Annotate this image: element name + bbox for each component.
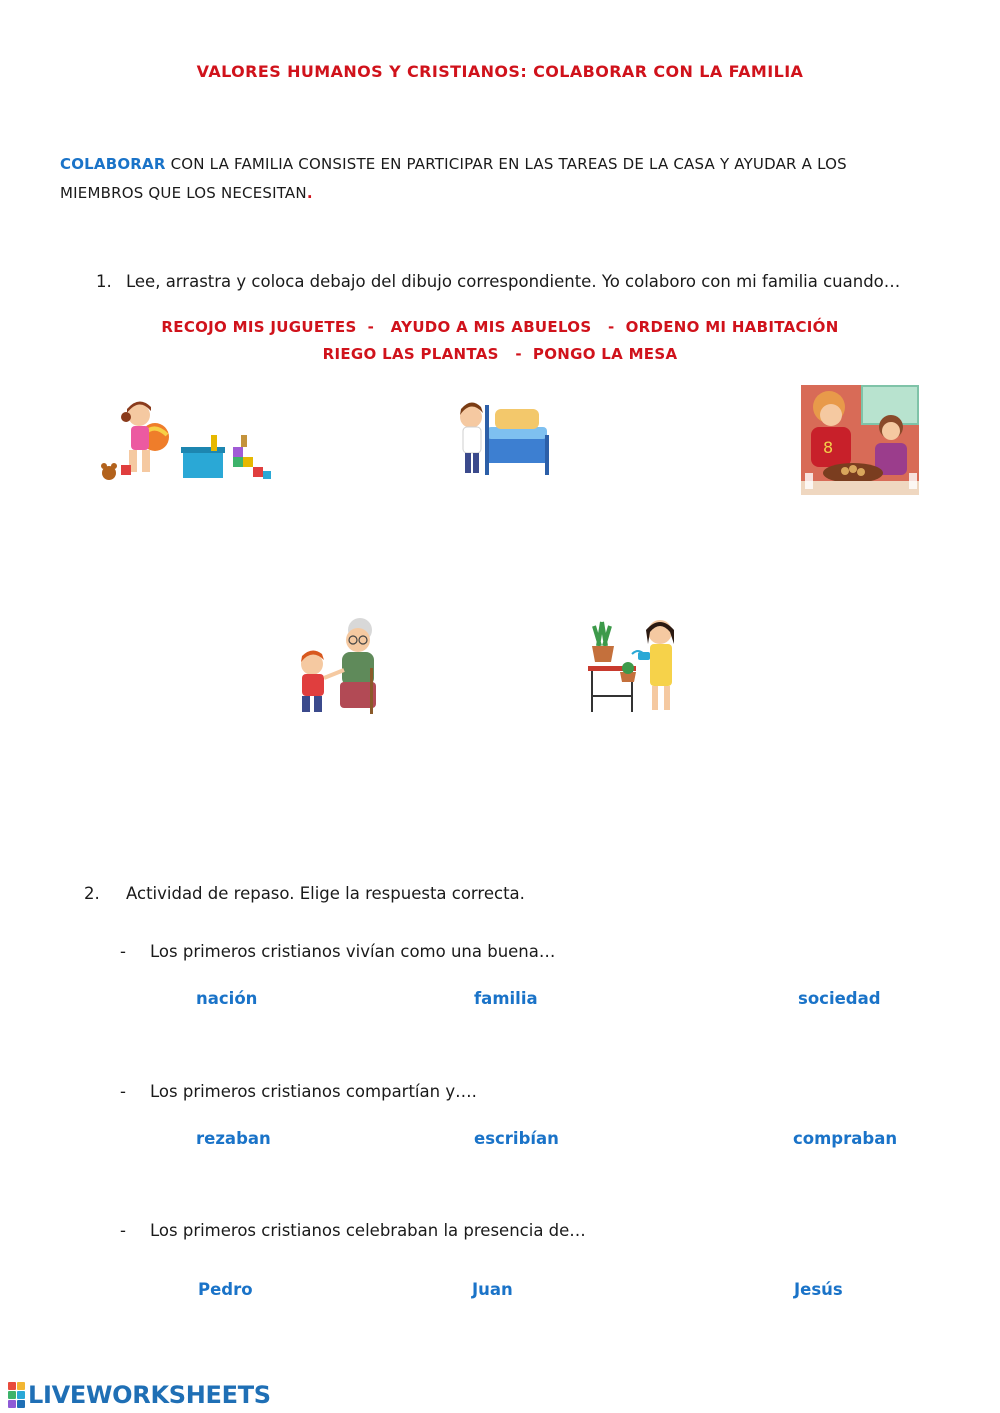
answer-option[interactable]: familia [474,989,538,1008]
answer-option[interactable]: compraban [793,1129,898,1148]
activity-2-number: 2. [84,884,100,903]
drag-options-line-1[interactable]: RECOJO MIS JUGUETES - AYUDO A MIS ABUELOS - ORDENO MI HABITACIÓN [161,318,839,336]
answer-option[interactable]: rezaban [196,1129,271,1148]
intro-end: . [306,184,313,202]
answer-option[interactable]: escribían [474,1129,559,1148]
activity-1-instruction [96,272,900,291]
answer-option[interactable]: nación [196,989,258,1008]
question-3 [120,1221,586,1240]
answer-option[interactable]: Juan [472,1280,513,1299]
picking-up-toys-picture [93,395,277,487]
question-text: Los primeros cristianos vivían como una buena… [150,942,556,961]
making-bed-picture [455,395,551,479]
intro-paragraph [60,150,930,208]
brand-name[interactable]: LIVEWORKSHEETS [28,1381,271,1409]
watering-plants-picture [584,612,688,716]
question-2 [120,1082,477,1101]
liveworksheets-footer [8,1380,271,1410]
intro-text: CON LA FAMILIA CONSISTE EN PARTICIPAR EN LAS TAREAS DE LA CASA Y AYUDAR A LOS MIEMBROS QUE LOS NECESITAN [60,155,847,202]
answer-option[interactable]: Jesús [794,1280,843,1299]
svg-text:8: 8 [823,438,834,457]
setting-table-picture [801,385,919,495]
activity-2-text: Actividad de repaso. Elige la respuesta correcta. [126,884,525,903]
question-text: Los primeros cristianos celebraban la presencia de… [150,1221,586,1240]
activity-2-instruction [84,884,525,903]
drag-options-line-2[interactable]: RIEGO LAS PLANTAS - PONGO LA MESA [322,345,678,363]
activity-1-number: 1. [96,272,112,291]
answer-option[interactable]: Pedro [198,1280,253,1299]
intro-keyword: COLABORAR [60,155,166,173]
question-dash: - [120,1221,126,1240]
liveworksheets-logo-icon [8,1382,25,1408]
question-text: Los primeros cristianos compartían y…. [150,1082,477,1101]
worksheet-title: VALORES HUMANOS Y CRISTIANOS: COLABORAR CON LA FAMILIA [196,62,804,81]
question-dash: - [120,942,126,961]
question-1 [120,942,555,961]
activity-1-text: Lee, arrastra y coloca debajo del dibujo correspondiente. Yo colaboro con mi familia cuando… [126,272,901,291]
answer-option[interactable]: sociedad [798,989,881,1008]
helping-grandparents-picture [288,612,392,720]
question-dash: - [120,1082,126,1101]
